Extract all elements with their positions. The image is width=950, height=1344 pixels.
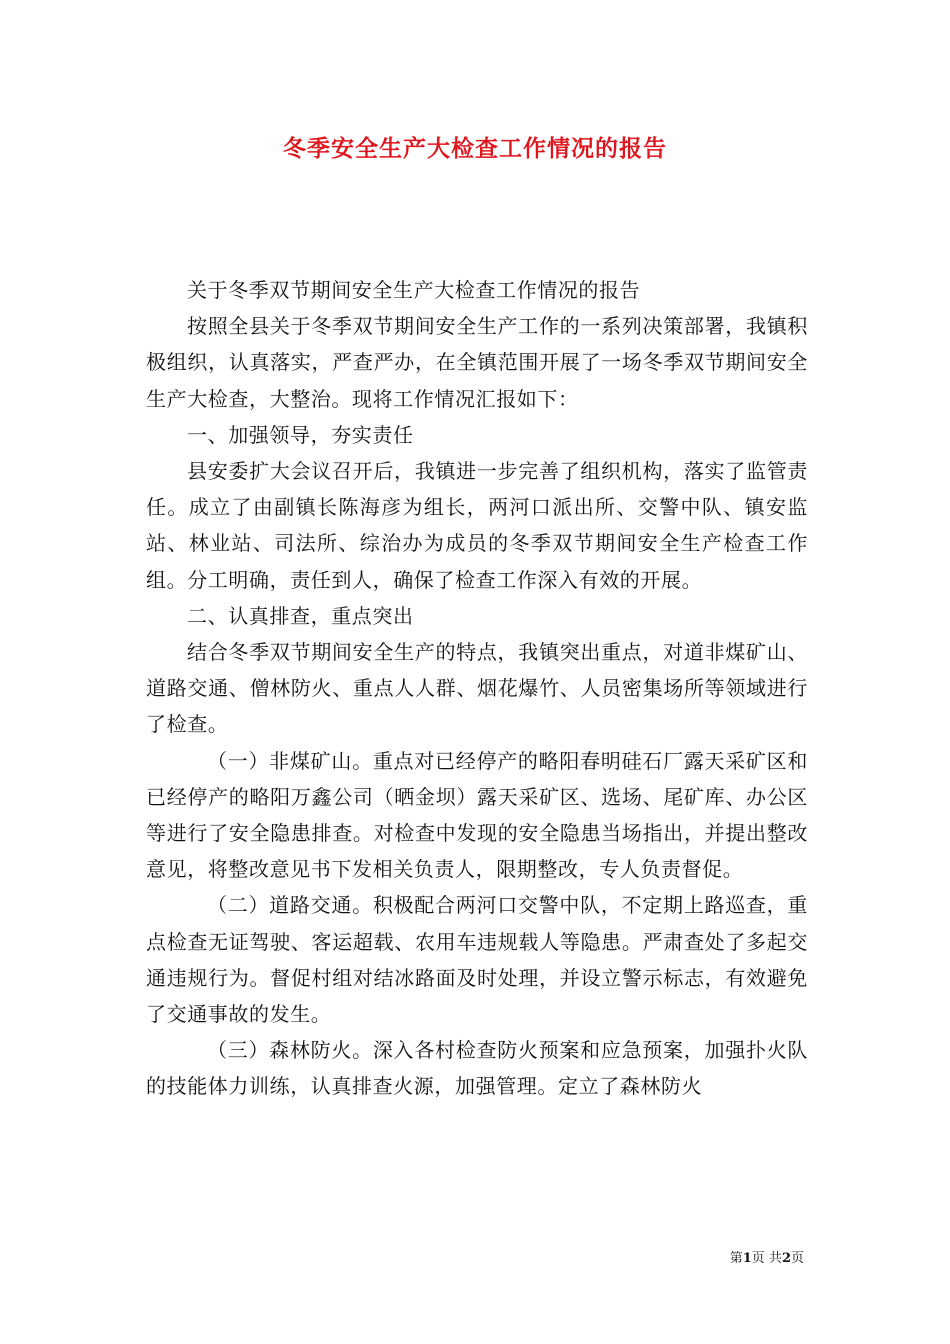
section-1-paragraph: 县安委扩大会议召开后，我镇进一步完善了组织机构，落实了监管责任。成立了由副镇长陈海彦为组长，两河口派出所、交警中队、镇安监站、林业站、司法所、综治办为成员的冬季双节期间安全生产检查工作组。分工明确，责任到人，确保了检查工作深入有效的开展。 <box>146 459 808 592</box>
section-heading-1: 一、加强领导，夯实责任 <box>187 422 414 447</box>
document-body <box>146 272 808 1105</box>
footer-suffix: 页 <box>790 1251 804 1266</box>
footer-total-pages: 2 <box>781 1251 791 1266</box>
footer-current-page: 1 <box>742 1251 752 1266</box>
page-footer <box>730 1247 804 1266</box>
section-2-paragraph: 结合冬季双节期间安全生产的特点，我镇突出重点，对道非煤矿山、道路交通、僧林防火、重点人人群、烟花爆竹、人员密集场所等领域进行了检查。 <box>146 640 808 737</box>
intro-paragraph: 按照全县关于冬季双节期间安全生产工作的一系列决策部署，我镇积极组织，认真落实，严查严办，在全镇范围开展了一场冬季双节期间安全生产大检查，大整治。现将工作情况汇报如下： <box>146 314 808 411</box>
report-subtitle-paragraph: 关于冬季双节期间安全生产大检查工作情况的报告 <box>187 278 641 302</box>
section-heading-2: 二、认真排查，重点突出 <box>187 603 414 628</box>
subsection-forest-fire-paragraph: （三）森林防火。深入各村检查防火预案和应急预案，加强扑火队的技能体力训练，认真排查火源，加强管理。定立了森林防火 <box>146 1038 808 1099</box>
subsection-traffic-paragraph: （二）道路交通。积极配合两河口交警中队，不定期上路巡查，重点检查无证驾驶、客运超载、农用车违规载人等隐患。严肃查处了多起交通违规行为。督促村组对结冰路面及时处理，并设立警示标志，有效避免了交通事故的发生。 <box>146 893 808 1027</box>
subsection-mining-paragraph: （一）非煤矿山。重点对已经停产的略阳春明硅石厂露天采矿区和已经停产的略阳万鑫公司（晒金坝）露天采矿区、选场、尾矿库、办公区等进行了安全隐患排查。对检查中发现的安全隐患当场指出，并提出整改意见，将整改意见书下发相关负责人，限期整改，专人负责督促。 <box>146 748 808 882</box>
footer-middle: 页 共 <box>751 1251 782 1266</box>
footer-prefix: 第 <box>729 1251 743 1266</box>
document-title: 冬季安全生产大检查工作情况的报告 <box>283 136 667 162</box>
